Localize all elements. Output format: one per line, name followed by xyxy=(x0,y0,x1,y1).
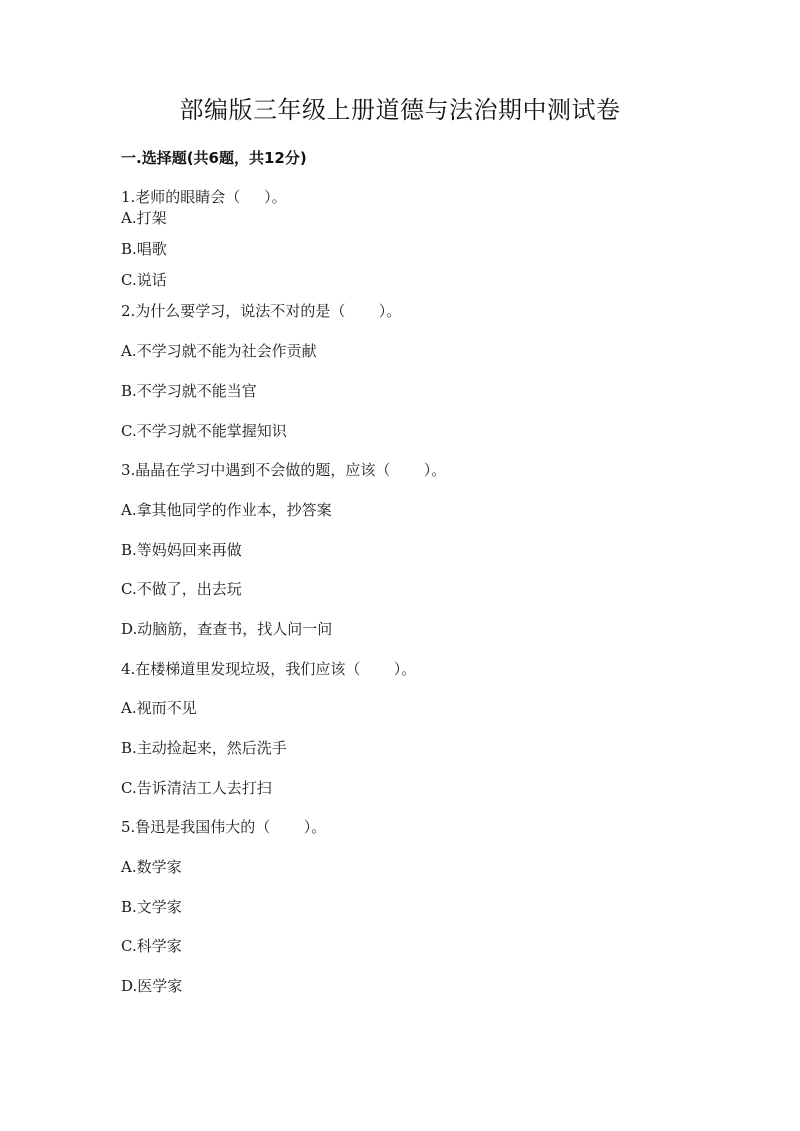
page-title: 部编版三年级上册道德与法治期中测试卷 xyxy=(179,96,621,124)
answer-option: A.不学习就不能为社会作贡献 xyxy=(121,342,317,360)
answer-option: C.不做了，出去玩 xyxy=(121,580,242,598)
answer-option: B.唱歌 xyxy=(121,240,167,258)
question-stem: 5.鲁迅是我国伟大的（ ）。 xyxy=(121,818,327,836)
answer-option: D.动脑筋，查查书，找人问一问 xyxy=(121,620,333,638)
answer-option: A.拿其他同学的作业本，抄答案 xyxy=(121,501,332,519)
section-heading: 一.选择题(共6题，共12分) xyxy=(121,149,307,167)
answer-option: A.数学家 xyxy=(121,858,182,876)
answer-option: B.等妈妈回来再做 xyxy=(121,541,242,559)
answer-option: D.医学家 xyxy=(121,977,183,995)
answer-option: C.科学家 xyxy=(121,937,182,955)
answer-option: B.文学家 xyxy=(121,898,182,916)
answer-option: C.不学习就不能掌握知识 xyxy=(121,422,287,440)
answer-option: C.告诉清洁工人去打扫 xyxy=(121,779,272,797)
answer-option: B.主动捡起来，然后洗手 xyxy=(121,739,287,757)
answer-option: C.说话 xyxy=(121,271,167,289)
question-stem: 3.晶晶在学习中遇到不会做的题，应该（ ）。 xyxy=(121,461,447,479)
answer-option: A.视而不见 xyxy=(121,699,197,717)
answer-option: B.不学习就不能当官 xyxy=(121,382,257,400)
question-stem: 1.老师的眼睛会（ ）。 xyxy=(121,188,287,206)
question-stem: 4.在楼梯道里发现垃圾，我们应该（ ）。 xyxy=(121,660,417,678)
answer-option: A.打架 xyxy=(121,209,167,227)
question-stem: 2.为什么要学习，说法不对的是（ ）。 xyxy=(121,302,402,320)
